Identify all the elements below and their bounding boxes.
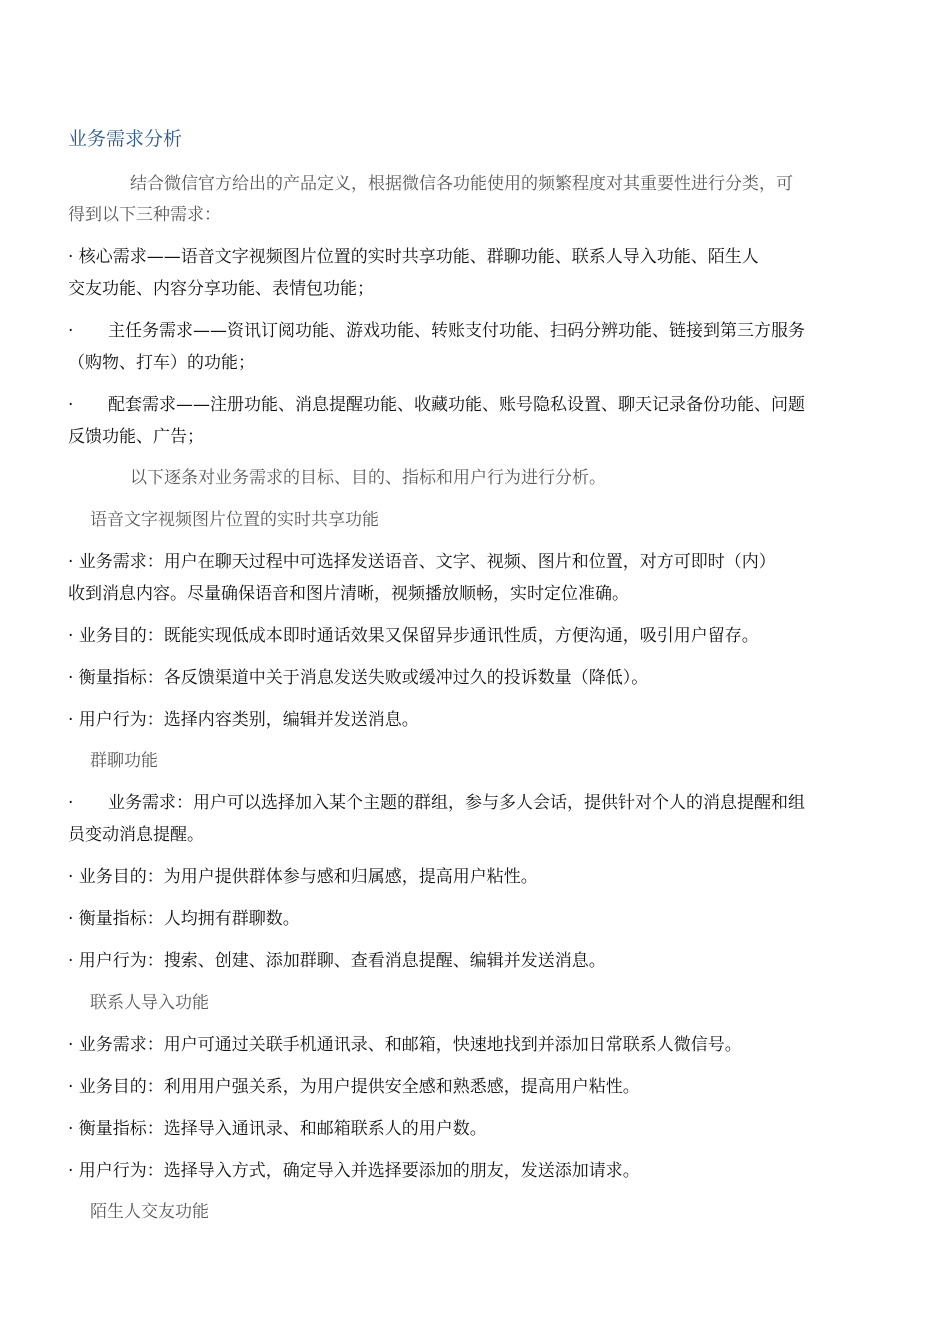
intro-line-2: 得到以下三种需求： [68,205,221,225]
main-demand-line-2: （购物、打车）的功能； [68,353,255,373]
section3-need: · 业务需求：用户可通过关联手机通讯录、和邮箱，快速地找到并添加日常联系人微信号。 [68,1035,742,1055]
main-demand-line-1: 主任务需求——资讯订阅功能、游戏功能、转账支付功能、扫码分辨功能、链接到第三方服务 [108,321,805,341]
core-demand-line-1: · 核心需求——语音文字视频图片位置的实时共享功能、群聊功能、联系人导入功能、陌生人 [68,247,759,267]
section2-need-line-2: 员变动消息提醒。 [68,825,204,845]
section1-behavior: · 用户行为：选择内容类别，编辑并发送消息。 [68,710,419,730]
section1-need-line-1: · 业务需求：用户在聊天过程中可选择发送语音、文字、视频、图片和位置，对方可即时（内） [68,552,776,572]
section-title-group-chat: 群聊功能 [90,751,158,771]
core-demand-line-2: 交友功能、内容分享功能、表情包功能； [68,279,374,299]
section2-need-line-1: 业务需求：用户可以选择加入某个主题的群组，参与多人会话，提供针对个人的消息提醒和组 [108,793,805,813]
section1-purpose: · 业务目的：既能实现低成本即时通话效果又保留异步通讯性质，方便沟通，吸引用户留存。 [68,626,759,646]
section3-purpose: · 业务目的：利用用户强关系，为用户提供安全感和熟悉感，提高用户粘性。 [68,1077,640,1097]
section2-behavior: · 用户行为：搜索、创建、添加群聊、查看消息提醒、编辑并发送消息。 [68,951,606,971]
support-demand-bullet: · [68,395,74,415]
section-title-stranger-friends: 陌生人交友功能 [90,1202,209,1222]
main-demand-bullet: · [68,321,74,341]
support-demand-line-2: 反馈功能、广告； [68,427,204,447]
section-title-contact-import: 联系人导入功能 [90,993,209,1013]
section2-need-bullet: · [68,793,74,813]
intro-line-1: 结合微信官方给出的产品定义，根据微信各功能使用的频繁程度对其重要性进行分类，可 [130,174,793,194]
section1-metric: · 衡量指标：各反馈渠道中关于消息发送失败或缓冲过久的投诉数量（降低）。 [68,668,649,688]
transition-text: 以下逐条对业务需求的目标、目的、指标和用户行为进行分析。 [130,468,606,488]
section2-purpose: · 业务目的：为用户提供群体参与感和归属感，提高用户粘性。 [68,867,538,887]
section2-metric: · 衡量指标：人均拥有群聊数。 [68,909,300,929]
section-title-realtime-share: 语音文字视频图片位置的实时共享功能 [90,510,379,530]
page-title: 业务需求分析 [68,128,183,150]
support-demand-line-1: 配套需求——注册功能、消息提醒功能、收藏功能、账号隐私设置、聊天记录备份功能、问题 [108,395,805,415]
section3-behavior: · 用户行为：选择导入方式，确定导入并选择要添加的朋友，发送添加请求。 [68,1161,640,1181]
section1-need-line-2: 收到消息内容。尽量确保语音和图片清晰，视频播放顺畅，实时定位准确。 [68,584,629,604]
section3-metric: · 衡量指标：选择导入通讯录、和邮箱联系人的用户数。 [68,1119,487,1139]
